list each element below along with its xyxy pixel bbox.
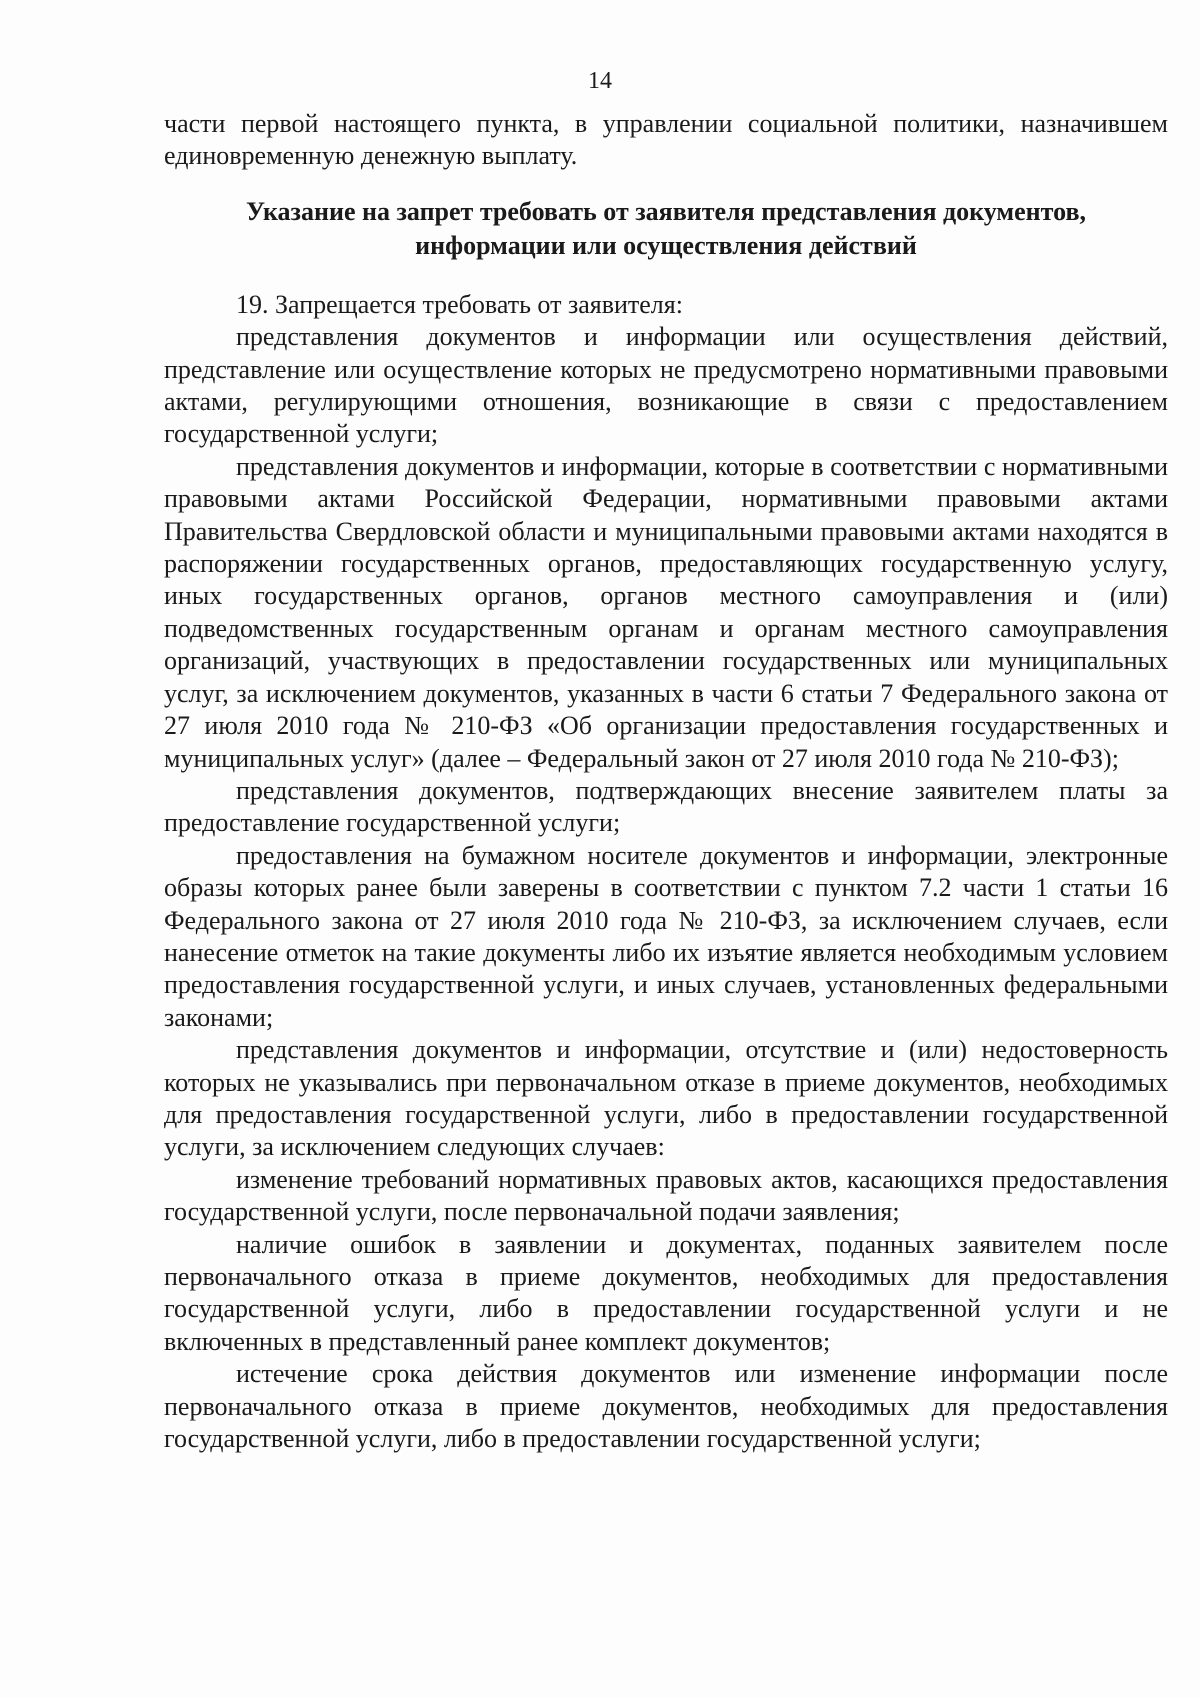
paragraph-prohibition-paper-copies: предоставления на бумажном носителе документов и информации, электронные образы которых ранее были заверены в соответствии с пунктом 7.2 части 1 статьи 16 Федерального закона от 27 июля 2010 года № 210-ФЗ, за исключением случаев, если нанесение отметок на такие документы либо их изъятие является необходимым условием предоставления государственной услуги, и иных случаев, установленных федеральными законами; xyxy=(164,840,1168,1032)
document-body xyxy=(164,108,1168,1455)
paragraph-exception-errors: наличие ошибок в заявлении и документах, поданных заявителем после первоначального отказа в приеме документов, необходимых для предоставления государственной услуги, либо в предоставлении государственной услуги и не включенных в представленный ранее комплект документов; xyxy=(164,1229,1168,1356)
section-heading-line-2: информации или осуществления действий xyxy=(415,230,917,260)
page-number: 14 xyxy=(588,68,612,94)
paragraph-exception-regulation-change: изменение требований нормативных правовых актов, касающихся предоставления государственной услуги, после первоначальной подачи заявления; xyxy=(164,1164,1168,1227)
paragraph-prohibition-unstated-defects: представления документов и информации, отсутствие и (или) недостоверность которых не указывались при первоначальном отказе в приеме документов, необходимых для предоставления государственной услуги, либо в предоставлении государственной услуги, за исключением следующих случаев: xyxy=(164,1035,1168,1162)
paragraph-prohibition-payment-proof: представления документов, подтверждающих внесение заявителем платы за предоставление государственной услуги; xyxy=(164,775,1168,838)
paragraph-exception-expiry: истечение срока действия документов или изменение информации после первоначального отказа в приеме документов, необходимых для предоставления государственной услуги, либо в предоставлении государственной услуги; xyxy=(164,1359,1168,1454)
intro-paragraph: части первой настоящего пункта, в управлении социальной политики, назначившем единовременную денежную выплату. xyxy=(164,109,1168,171)
section-heading xyxy=(164,195,1168,263)
paragraph-item-19: 19. Запрещается требовать от заявителя: xyxy=(236,289,683,319)
paragraph-prohibition-held-documents: представления документов и информации, которые в соответствии с нормативными правовыми актами Российской Федерации, нормативными правовыми актами Правительства Свердловской области и муниципальными правовыми актами находятся в распоряжении государственных органов, предоставляющих государственную услугу, иных государственных органов, органов местного самоуправления и (или) подведомственных государственным органам и органам местного самоуправления организаций, участвующих в предоставлении государственных или муниципальных услуг, за исключением документов, указанных в части 6 статьи 7 Федерального закона от 27 июля 2010 года № 210-ФЗ «Об организации предоставления государственных и муниципальных услуг» (далее – Федеральный закон от 27 июля 2010 года № 210-ФЗ); xyxy=(164,451,1168,773)
section-heading-line-1: Указание на запрет требовать от заявителя представления документов, xyxy=(246,196,1086,226)
paragraph-prohibition-unregulated: представления документов и информации или осуществления действий, представление или осуществление которых не предусмотрено нормативными правовыми актами, регулирующими отношения, возникающие в связи с предоставлением государственной услуги; xyxy=(164,322,1168,449)
